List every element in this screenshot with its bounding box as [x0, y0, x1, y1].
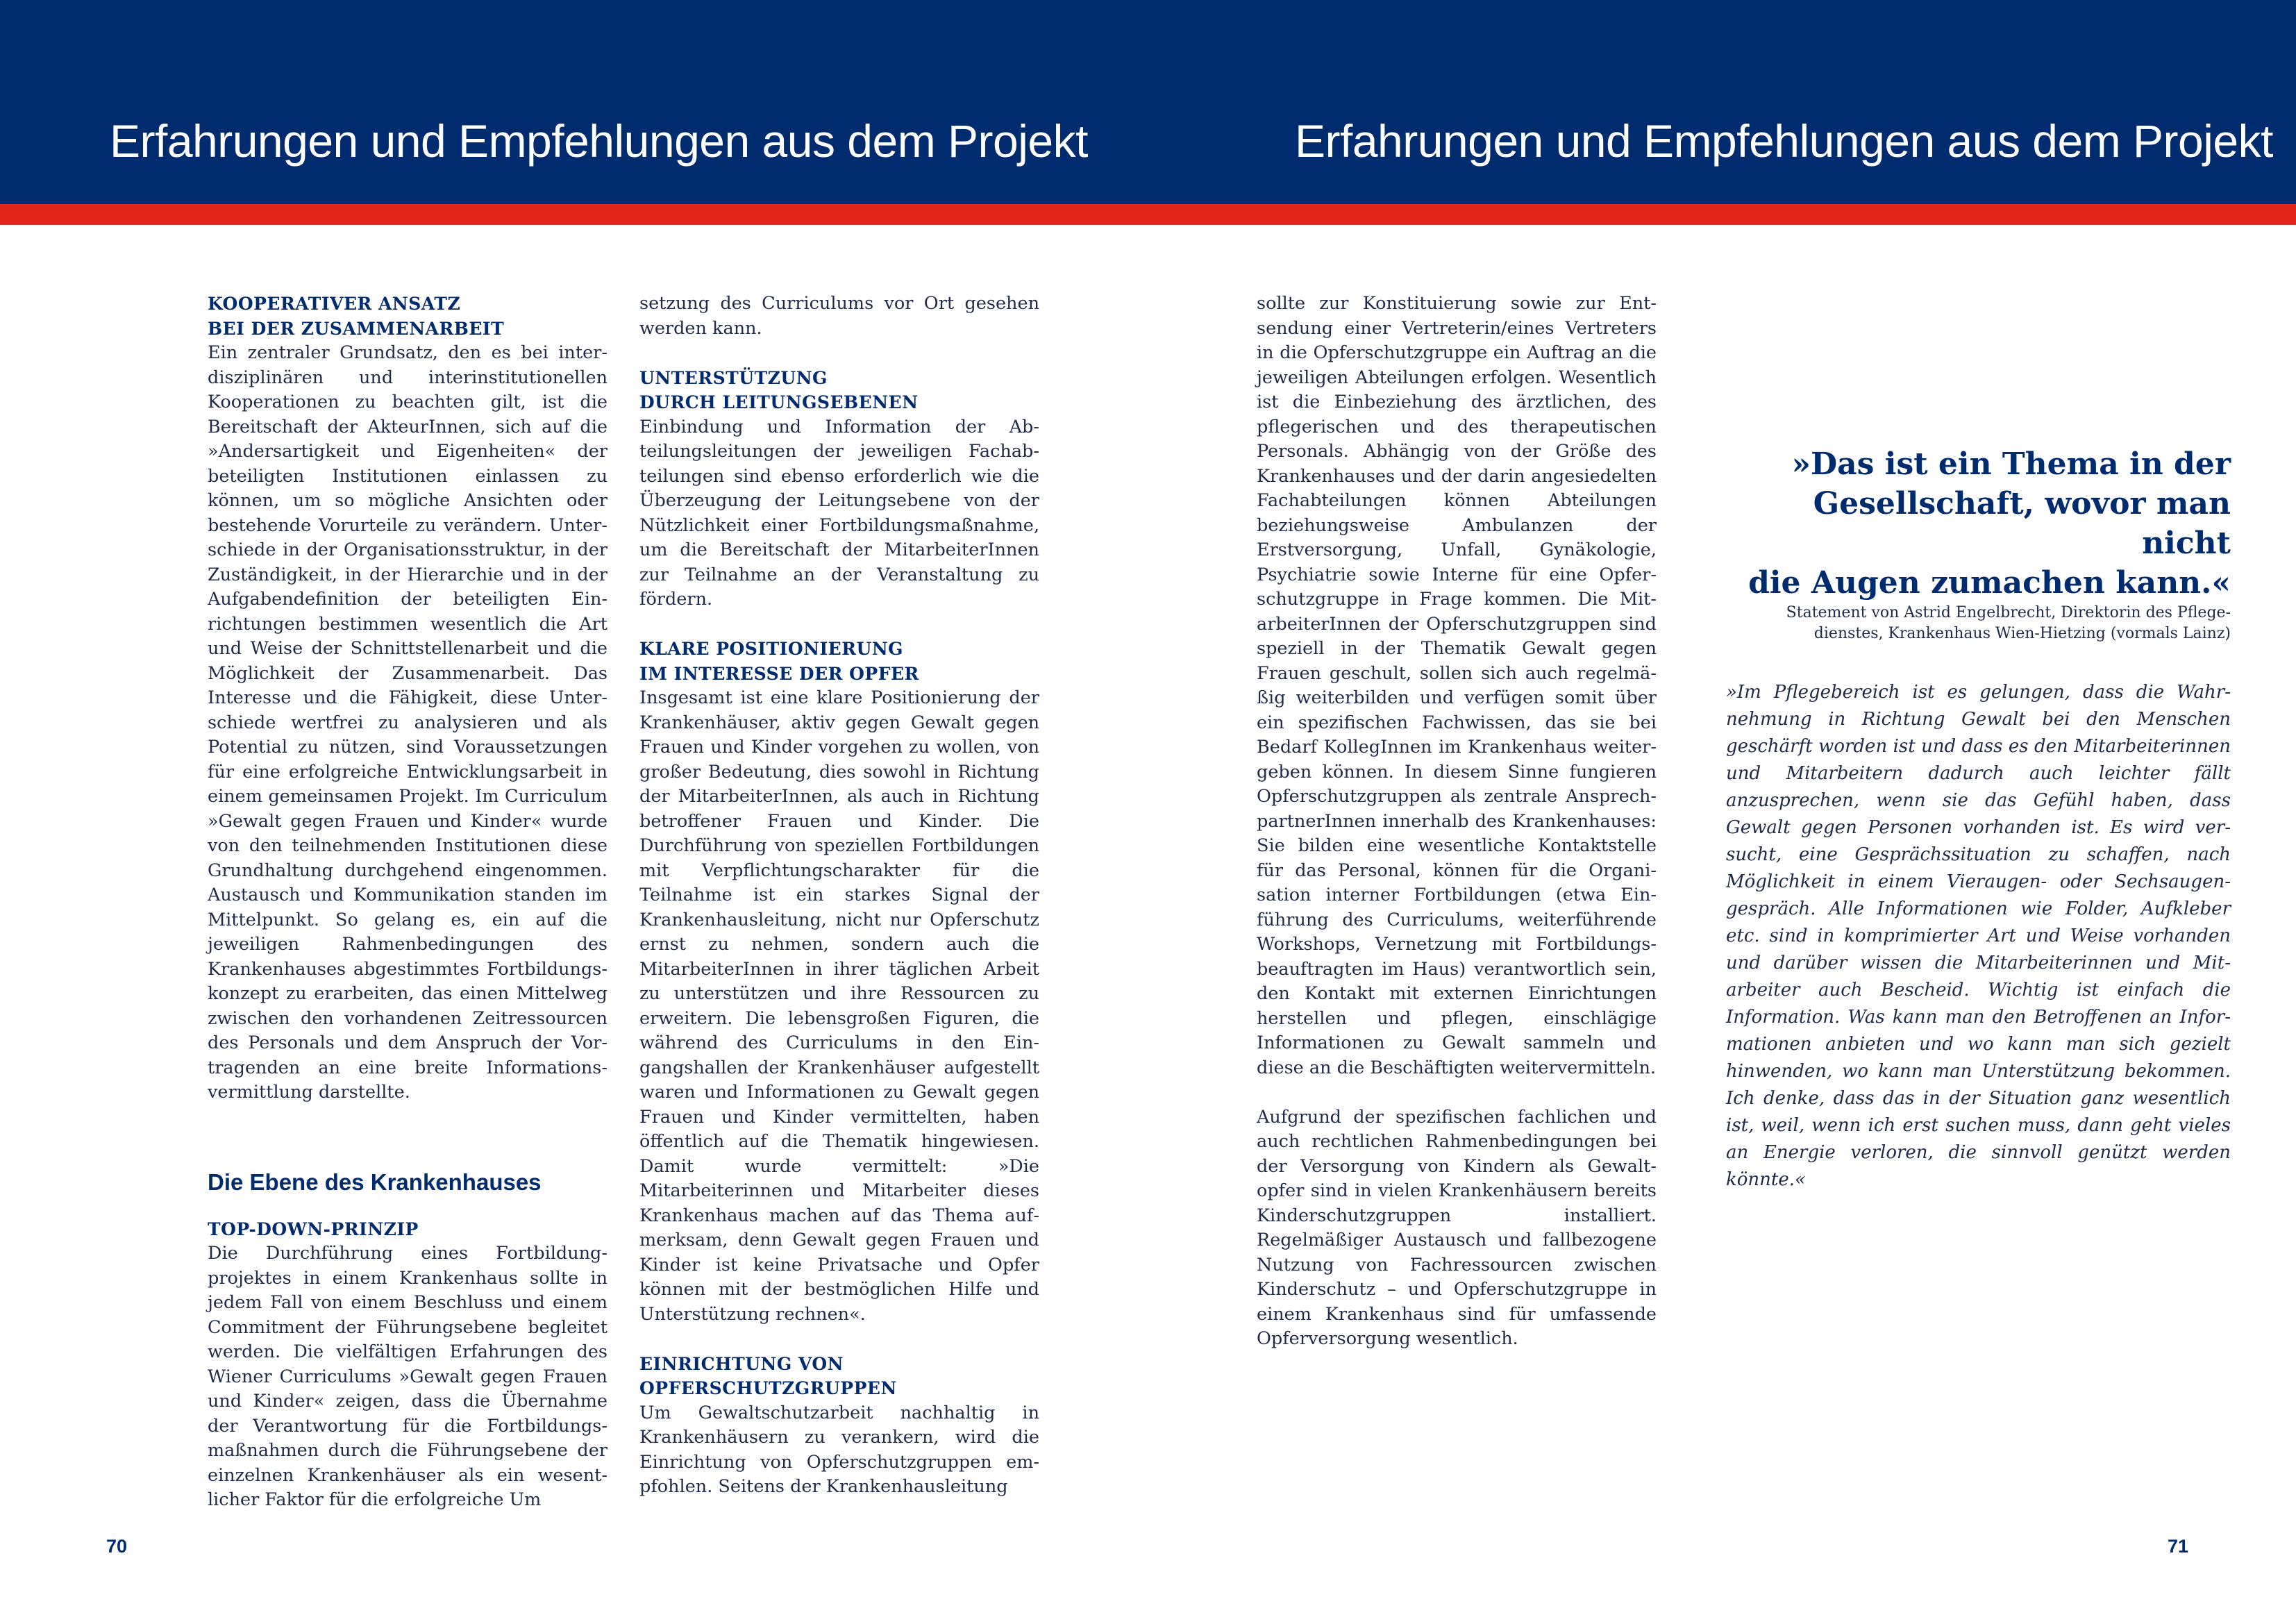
heading-kooperativer-ansatz [208, 292, 607, 341]
heading-line: IM INTERESSE DER OPFER [639, 663, 919, 684]
attribution-line: dienstes, Krankenhaus Wien-Hietzing (vormals Lainz) [1813, 625, 2231, 642]
heading-top-down-prinzip: TOP-DOWN-PRINZIP [208, 1219, 419, 1239]
paragraph: Einbindung und Information der Abteilungsleitungen der jeweiligen Fachabteilungen sind ebenso erforderlich wie die Überzeugung der Leitungsebene von der Nützlichkeit einer Fortbildungsmaßnahme, um die Bereitschaft der MitarbeiterInnen zur Teilnahme an der Veranstaltung zu fördern. [639, 416, 1039, 610]
attribution-line: Statement von Astrid Engelbrecht, Direktorin des Pflege- [1786, 604, 2231, 621]
pull-quote-line: die Augen zumachen kann.« [1748, 565, 2231, 601]
heading-line: KLARE POSITIONIERUNG [639, 639, 904, 659]
right-page-column-1 [1257, 292, 1657, 1352]
paragraph: Insgesamt ist eine klare Positionierung der Krankenhäuser, aktiv gegen Gewalt gegen Frauen und Kinder vorgehen zu wollen, von großer Bedeutung, dies sowohl in Richtung der MitarbeiterInnen, als auch in Richtung betroffener Frauen und Kinder. Die Durchführung von speziellen Fortbildungen mit Verpflichtungscharakter für die Teilnahme ist ein starkes Signal der Krankenhausleitung, nicht nur Opferschutz ernst zu nehmen, sondern auch die MitarbeiterInnen in ihrer täglichen Arbeit zu unterstützen und ihre Ressourcen zu erweitern. Die lebensgroßen Figuren, die während des Curriculums in den Eingangshallen der Krankenhäuser aufgestellt waren und Informationen zu Gewalt gegen Frauen und Kinder vermittelten, haben öffentlich auf die Thematik hingewiesen. Damit wurde vermittelt: »Die Mitarbeiterinnen und Mitarbeiter dieses Krankenhaus machen auf das Thema aufmerksam, denn Gewalt gegen Frauen und Kinder ist keine Privatsache und Opfer können mit der bestmöglichen Hilfe und Unterstützung rechnen«. [639, 687, 1039, 1325]
heading-line: EINRICHTUNG VON [639, 1353, 844, 1374]
header-band [0, 0, 2296, 204]
paragraph: Ein zentraler Grundsatz, den es bei interdisziplinären und interinstitutionellen Kooperationen zu beachten gilt, ist die Bereitschaft der AkteurInnen, sich auf die »Andersartigkeit und Eigenheiten« der beteiligten Institutionen einlassen zu können, um so mögliche Ansichten oder bestehende Vorurteile zu verändern. Unterschiede in der Organisationsstruktur, in der Zuständigkeit, in der Hierarchie und in der Aufgabendefinition der beteiligten Einrichtungen bestimmen wesentlich die Art und Weise der Schnittstellenarbeit und die Möglichkeit der Zusammenarbeit. Das Interesse und die Fähigkeit, diese Unterschiede wertfrei zu analysieren und als Potential zu nützen, sind Voraussetzungen für eine erfolgreiche Entwicklungsarbeit in einem gemeinsamen Projekt. Im Curriculum »Gewalt gegen Frauen und Kinder« wurde von den teilnehmenden Institutionen diese Grundhaltung durchgehend eingenommen. Austausch und Kommunikation standen im Mittelpunkt. So gelang es, ein auf die jeweiligen Rahmenbedingungen des Krankenhauses abgestimmtes Fortbildungskonzept zu erarbeiten, das einen Mittelweg zwischen den vorhandenen Zeitressourcen des Personals und dem Anspruch der Vortragenden an eine breite Informationsvermittlung darstellte. [208, 342, 607, 1103]
heading-einrichtung-opferschutzgruppen [639, 1352, 1039, 1401]
paragraph: setzung des Curriculums vor Ort gesehen werden kann. [639, 293, 1039, 339]
paragraph: Die Durchführung eines Fortbildungprojektes in einem Krankenhaus sollte in jedem Fall von einem Beschluss und einem Commitment der Führungsebene begleitet werden. Die vielfältigen Erfahrungen des Wiener Curriculums »Gewalt gegen Frauen und Kinder« zeigen, dass die Übernahme der Verantwortung für die Fortbildungsmaßnahmen durch die Führungsebene der einzelnen Krankenhäuser als ein wesentlicher Faktor für die erfolgreiche Um [208, 1243, 607, 1510]
page-number-right: 71 [2168, 1536, 2189, 1557]
header-title-right: Erfahrungen und Empfehlungen aus dem Projekt [1295, 115, 2273, 167]
section-title: Die Ebene des Krankenhauses [208, 1169, 542, 1195]
paragraph: Aufgrund der spezifischen fachlichen und auch rechtlichen Rahmenbedingungen bei der Versorgung von Kindern als Gewaltopfer sind in vielen Krankenhäusern bereits Kinderschutzgruppen installiert. Regelmäßiger Austausch und fallbezogene Nutzung von Fachressourcen zwischen Kinderschutz – und Opferschutzgruppe in einem Krankenhaus sind für umfassende Opferversorgung wesentlich. [1257, 1106, 1657, 1349]
pull-quote [1726, 444, 2231, 603]
quote-attribution [1726, 603, 2231, 644]
heading-line: DURCH LEITUNGSEBENEN [639, 392, 919, 412]
header-title-left: Erfahrungen und Empfehlungen aus dem Projekt [110, 115, 1088, 167]
heading-line: OPFERSCHUTZGRUPPEN [639, 1378, 897, 1398]
pull-quote-line: »Das ist ein Thema in der [1791, 446, 2231, 482]
pull-quote-line: Gesellschaft, wovor man nicht [1813, 486, 2231, 561]
heading-line: UNTERSTÜTZUNG [639, 367, 828, 388]
left-page-column-1 [208, 292, 607, 1513]
paragraph: sollte zur Konstituierung sowie zur Entsendung einer Vertreterin/eines Vertreters in die Opferschutzgruppe ein Auftrag an die jeweiligen Abteilungen erfolgen. Wesentlich ist die Einbeziehung des ärztlichen, des pflegerischen und des therapeutischen Personals. Abhängig von der Größe des Krankenhauses und der darin angesiedelten Fachabteilungen können Abteilungen beziehungsweise Ambulanzen der Erstversorgung, Unfall, Gynäkologie, Psychiatrie sowie Interne für eine Opferschutzgruppe in Frage kommen. Die MitarbeiterInnen der Opferschutzgruppen sind speziell in der Thematik Gewalt gegen Frauen geschult, sollen sich auch regelmäßig weiterbilden und verfügen somit über ein spezifischen Fachwissen, das sie bei Bedarf KollegInnen im Krankenhaus weitergeben können. In diesem Sinne fungieren Opferschutzgruppen als zentrale AnsprechpartnerInnen innerhalb des Krankenhauses: Sie bilden eine wesentliche Kontaktstelle für das Personal, können für die Organisation interner Fortbildungen (etwa Einführung des Curriculums, weiterführende Workshops, Vernetzung mit Fortbildungsbeauftragten im Haus) verantwortlich sein, den Kontakt mit externen Einrichtungen herstellen und pflegen, einschlägige Informationen zu Gewalt sammeln und diese an die Beschäftigten weitervermitteln. [1257, 293, 1657, 1078]
heading-line: KOOPERATIVER ANSATZ [208, 294, 461, 314]
header-red-stripe [0, 204, 2296, 225]
heading-line: BEI DER ZUSAMMENARBEIT [208, 318, 505, 339]
paragraph: Um Gewaltschutzarbeit nachhaltig in Krankenhäusern zu verankern, wird die Einrichtung von Opferschutzgruppen empfohlen. Seitens der Krankenhausleitung [639, 1402, 1039, 1497]
right-page-quote-column [1726, 444, 2231, 1194]
heading-unterstuetzung [639, 366, 1039, 415]
quote-body: »Im Pflegebereich ist es gelungen, dass die Wahrnehmung in Richtung Gewalt bei den Menschen geschärft worden ist und dass es den Mitarbeiterinnen und Mitarbeitern dadurch auch leichter fällt anzusprechen, wenn sie das Gefühl haben, dass Gewalt gegen Personen vorhanden ist. Es wird versucht, eine Gesprächssituation zu schaffen, nach Möglichkeit in einem Vieraugen- oder Sechsaugengespräch. Alle Informationen wie Folder, Aufkleber etc. sind in komprimierter Art und Weise vorhanden und darüber wissen die Mitarbeiterinnen und Mitarbeiter auch Bescheid. Wichtig ist einfach die Information. Was kann man den Betroffenen an Informationen anbieten und wo kann man sich gezielt hinwenden, wo kann man Unterstützung bekommen. Ich denke, dass das in der Situation ganz wesentlich ist, weil, wenn ich erst suchen muss, dann geht vieles an Energie verloren, die sinnvoll genützt werden könnte.« [1726, 682, 2231, 1190]
page-number-left: 70 [106, 1536, 128, 1557]
left-page-column-2 [639, 292, 1039, 1500]
heading-klare-positionierung [639, 637, 1039, 686]
